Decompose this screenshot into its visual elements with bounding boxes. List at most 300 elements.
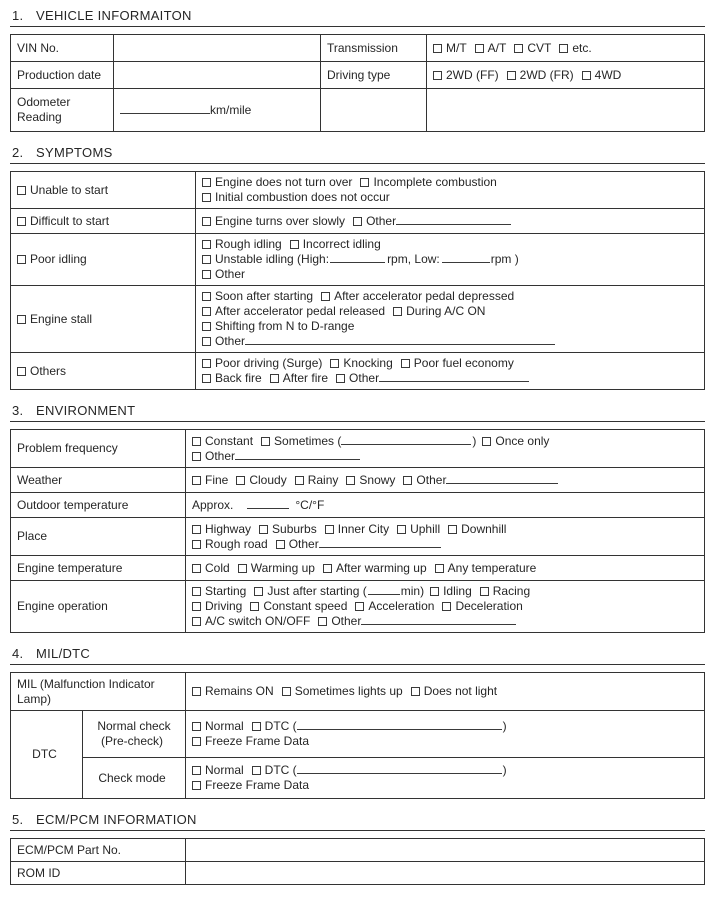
checkbox-icon[interactable] bbox=[259, 525, 268, 534]
checkbox-label: Shifting from N to D-range bbox=[215, 319, 355, 333]
checkbox-icon[interactable] bbox=[482, 437, 491, 446]
checkbox-option[interactable] bbox=[17, 214, 109, 229]
line bbox=[17, 866, 179, 881]
checkbox-option[interactable] bbox=[252, 719, 297, 734]
line bbox=[17, 529, 179, 544]
checkbox-option[interactable] bbox=[192, 434, 253, 449]
checkbox-option[interactable] bbox=[250, 599, 347, 614]
checkbox-icon[interactable] bbox=[202, 193, 211, 202]
checkbox-icon[interactable] bbox=[336, 374, 345, 383]
checkbox-icon[interactable] bbox=[393, 307, 402, 316]
checkbox-label: 4WD bbox=[594, 67, 622, 82]
static-text: °C/°F bbox=[295, 497, 325, 512]
checkbox-option[interactable] bbox=[318, 614, 361, 629]
blank-line[interactable] bbox=[446, 476, 558, 484]
line bbox=[192, 763, 698, 778]
table-row bbox=[11, 286, 705, 353]
checkbox-icon[interactable] bbox=[325, 525, 334, 534]
blank-line[interactable] bbox=[247, 501, 289, 509]
checkbox-option[interactable] bbox=[202, 304, 385, 319]
engine-operation-label bbox=[11, 581, 186, 633]
checkbox-option[interactable] bbox=[270, 371, 328, 386]
table-row bbox=[11, 234, 705, 286]
checkbox-option[interactable] bbox=[192, 599, 242, 614]
checkbox-option[interactable] bbox=[401, 356, 514, 371]
checkbox-icon[interactable] bbox=[252, 722, 261, 731]
line bbox=[202, 319, 698, 334]
checkbox-option[interactable] bbox=[202, 267, 245, 282]
checkbox-icon[interactable] bbox=[192, 722, 201, 731]
checkbox-option[interactable] bbox=[448, 522, 506, 537]
checkbox-option[interactable] bbox=[355, 599, 434, 614]
checkbox-icon[interactable] bbox=[192, 476, 201, 485]
checkbox-icon[interactable] bbox=[202, 337, 211, 346]
line bbox=[17, 214, 189, 229]
line bbox=[202, 175, 698, 190]
checkbox-option[interactable] bbox=[202, 371, 262, 386]
checkbox-option[interactable] bbox=[323, 561, 427, 576]
checkbox-option[interactable] bbox=[290, 237, 381, 252]
checkbox-icon[interactable] bbox=[202, 322, 211, 331]
checkbox-label: Driving bbox=[205, 599, 243, 613]
checkbox-icon[interactable] bbox=[202, 292, 211, 301]
odometer-empty-cell-2 bbox=[427, 89, 705, 132]
checkbox-label: Uphill bbox=[410, 521, 441, 536]
checkbox-label: Rough idling bbox=[215, 237, 282, 251]
checkbox-label: Unable to start bbox=[30, 182, 109, 197]
checkbox-label: 2WD (FF) bbox=[446, 67, 499, 82]
checkbox-icon[interactable] bbox=[17, 255, 26, 264]
line bbox=[202, 304, 698, 319]
checkbox-icon[interactable] bbox=[330, 359, 339, 368]
checkbox-icon[interactable] bbox=[442, 602, 451, 611]
checkbox-label: Other bbox=[215, 267, 246, 281]
line bbox=[202, 371, 698, 386]
mil-options bbox=[186, 673, 705, 711]
checkbox-icon[interactable] bbox=[276, 540, 285, 549]
line bbox=[433, 68, 698, 83]
checkbox-label: CVT bbox=[527, 40, 552, 55]
line bbox=[202, 267, 698, 282]
problem-frequency-options bbox=[186, 430, 705, 468]
checkbox-option[interactable] bbox=[192, 537, 268, 552]
checkbox-option[interactable] bbox=[202, 356, 322, 371]
section-title: MIL/DTC bbox=[36, 646, 91, 661]
checkbox-option[interactable] bbox=[17, 252, 87, 267]
checkbox-option[interactable] bbox=[507, 68, 574, 83]
checkbox-option[interactable] bbox=[17, 364, 66, 379]
checkbox-icon[interactable] bbox=[238, 564, 247, 573]
checkbox-icon[interactable] bbox=[192, 540, 201, 549]
line bbox=[192, 449, 698, 464]
checkbox-option[interactable] bbox=[238, 561, 315, 576]
checkbox-label: Soon after starting bbox=[215, 289, 314, 303]
static-text: Problem frequency bbox=[17, 441, 118, 455]
checkbox-label: Inner City bbox=[337, 521, 390, 536]
static-text: ROM ID bbox=[17, 865, 61, 880]
checkbox-option[interactable] bbox=[261, 434, 341, 449]
checkbox-option[interactable] bbox=[236, 473, 286, 488]
blank-line[interactable] bbox=[235, 452, 360, 460]
checkbox-icon[interactable] bbox=[270, 374, 279, 383]
checkbox-option[interactable] bbox=[192, 734, 309, 749]
static-text: Transmission bbox=[327, 40, 398, 55]
checkbox-option[interactable] bbox=[397, 522, 440, 537]
checkbox-icon[interactable] bbox=[290, 240, 299, 249]
line bbox=[192, 614, 698, 629]
checkbox-icon[interactable] bbox=[323, 564, 332, 573]
checkbox-label: Just after starting ( bbox=[267, 584, 367, 598]
section-heading bbox=[10, 810, 705, 831]
checkbox-label: Rough road bbox=[205, 536, 268, 551]
checkbox-option[interactable] bbox=[17, 183, 108, 198]
checkbox-option[interactable] bbox=[475, 41, 507, 56]
section-heading bbox=[10, 401, 705, 422]
checkbox-icon[interactable] bbox=[192, 687, 201, 696]
line bbox=[17, 183, 189, 198]
line bbox=[192, 584, 698, 599]
blank-line[interactable] bbox=[361, 617, 516, 625]
ecm-pcm-part-no-input[interactable] bbox=[186, 839, 705, 862]
checkbox-icon[interactable] bbox=[250, 602, 259, 611]
line bbox=[192, 684, 698, 699]
blank-line[interactable] bbox=[297, 766, 502, 774]
section-title: SYMPTOMS bbox=[36, 145, 113, 160]
checkbox-option[interactable] bbox=[442, 599, 522, 614]
static-text: ) bbox=[502, 763, 507, 777]
rom-id-input[interactable] bbox=[186, 862, 705, 885]
driving-type-options bbox=[427, 62, 705, 89]
checkbox-icon[interactable] bbox=[17, 217, 26, 226]
blank-line[interactable] bbox=[297, 722, 502, 730]
checkbox-icon[interactable] bbox=[261, 437, 270, 446]
checkbox-label: Racing bbox=[492, 584, 531, 598]
checkbox-icon[interactable] bbox=[480, 587, 489, 596]
checkbox-option[interactable] bbox=[192, 449, 235, 464]
checkbox-label: Cold bbox=[205, 560, 230, 575]
checkbox-icon[interactable] bbox=[192, 766, 201, 775]
section-ecm-pcm-information bbox=[10, 810, 705, 885]
line bbox=[17, 364, 189, 379]
checkbox-option[interactable] bbox=[202, 289, 313, 304]
blank-line[interactable] bbox=[120, 106, 210, 114]
checkbox-icon[interactable] bbox=[202, 255, 211, 264]
checkbox-option[interactable] bbox=[321, 289, 514, 304]
checkbox-label: During A/C ON bbox=[406, 304, 486, 318]
line bbox=[192, 599, 698, 614]
checkbox-icon[interactable] bbox=[514, 44, 523, 53]
checkbox-label: Remains ON bbox=[205, 684, 274, 698]
line bbox=[192, 734, 698, 749]
line bbox=[17, 95, 107, 125]
line bbox=[202, 252, 698, 267]
checkbox-option[interactable] bbox=[559, 41, 591, 56]
vin-no-input[interactable] bbox=[114, 35, 321, 62]
checkbox-label: DTC ( bbox=[264, 719, 297, 733]
section-title: VEHICLE INFORMAITON bbox=[36, 8, 192, 23]
rom-id-label bbox=[11, 862, 186, 885]
normal-check-options bbox=[186, 711, 705, 758]
checkbox-option[interactable] bbox=[433, 68, 499, 83]
checkbox-option[interactable] bbox=[480, 584, 530, 599]
line bbox=[202, 214, 698, 229]
line bbox=[120, 103, 314, 118]
checkbox-icon[interactable] bbox=[346, 476, 355, 485]
checkbox-label: Warming up bbox=[250, 560, 315, 575]
blank-line[interactable] bbox=[379, 374, 529, 382]
checkbox-icon[interactable] bbox=[318, 617, 327, 626]
checkbox-icon[interactable] bbox=[202, 270, 211, 279]
section-heading bbox=[10, 143, 705, 164]
checkbox-icon[interactable] bbox=[202, 374, 211, 383]
static-text: km/mile bbox=[210, 102, 252, 117]
checkbox-icon[interactable] bbox=[559, 44, 568, 53]
checkbox-icon[interactable] bbox=[448, 525, 457, 534]
checkbox-icon[interactable] bbox=[355, 602, 364, 611]
checkbox-label: Unstable idling (High: bbox=[215, 252, 330, 266]
section-heading bbox=[10, 644, 705, 665]
checkbox-option[interactable] bbox=[276, 537, 319, 552]
checkbox-icon[interactable] bbox=[252, 766, 261, 775]
checkbox-option[interactable] bbox=[353, 214, 396, 229]
checkbox-icon[interactable] bbox=[254, 587, 263, 596]
static-text: Check mode bbox=[98, 770, 166, 785]
section-number: 3. bbox=[12, 403, 24, 418]
checkbox-label: After accelerator pedal released bbox=[215, 304, 386, 318]
blank-line[interactable] bbox=[368, 587, 400, 595]
checkbox-icon[interactable] bbox=[192, 781, 201, 790]
checkbox-option[interactable] bbox=[202, 237, 282, 252]
ecm-pcm-part-no-label bbox=[11, 839, 186, 862]
checkbox-icon[interactable] bbox=[192, 525, 201, 534]
checkbox-option[interactable] bbox=[430, 584, 472, 599]
checkbox-icon[interactable] bbox=[192, 564, 201, 573]
static-text: rpm, Low: bbox=[387, 252, 440, 266]
odometer-empty-cell-1 bbox=[321, 89, 427, 132]
checkbox-icon[interactable] bbox=[192, 602, 201, 611]
dtc-label bbox=[11, 711, 83, 799]
engine-temperature-options bbox=[186, 556, 705, 581]
checkbox-icon[interactable] bbox=[17, 186, 26, 195]
checkbox-option[interactable] bbox=[282, 684, 403, 699]
checkbox-icon[interactable] bbox=[360, 178, 369, 187]
checkbox-label: Sometimes ( bbox=[274, 433, 342, 448]
normal-check-label bbox=[83, 711, 186, 758]
checkbox-option[interactable] bbox=[192, 719, 244, 734]
checkbox-icon[interactable] bbox=[202, 240, 211, 249]
checkbox-icon[interactable] bbox=[295, 476, 304, 485]
section-title: ECM/PCM INFORMATION bbox=[36, 812, 197, 827]
table-row bbox=[11, 172, 705, 209]
checkbox-option[interactable] bbox=[433, 41, 467, 56]
checkbox-option[interactable] bbox=[325, 522, 389, 537]
checkbox-label: Others bbox=[30, 363, 67, 378]
checkbox-option[interactable] bbox=[330, 356, 392, 371]
checkbox-icon[interactable] bbox=[430, 587, 439, 596]
checkbox-option[interactable] bbox=[482, 434, 549, 449]
checkbox-option[interactable] bbox=[403, 473, 446, 488]
blank-line[interactable] bbox=[442, 255, 490, 263]
checkbox-label: Poor fuel economy bbox=[413, 356, 514, 370]
checkbox-option[interactable] bbox=[202, 252, 329, 267]
checkbox-label: Starting bbox=[205, 584, 247, 598]
static-text: Weather bbox=[17, 472, 63, 487]
section-number: 2. bbox=[12, 145, 24, 160]
checkbox-icon[interactable] bbox=[282, 687, 291, 696]
static-text: Production date bbox=[17, 67, 102, 82]
checkbox-label: Other bbox=[349, 371, 380, 385]
checkbox-label: Incorrect idling bbox=[302, 237, 381, 251]
checkbox-option[interactable] bbox=[17, 312, 92, 327]
table-row bbox=[11, 556, 705, 581]
checkbox-label: Normal bbox=[205, 719, 244, 733]
checkbox-label: Highway bbox=[205, 521, 252, 536]
table-row bbox=[11, 62, 705, 89]
static-text: ECM/PCM Part No. bbox=[17, 842, 122, 857]
checkbox-option[interactable] bbox=[192, 522, 251, 537]
checkbox-label: Other bbox=[366, 213, 397, 228]
checkbox-label: After fire bbox=[282, 371, 329, 385]
checkbox-label: Acceleration bbox=[368, 599, 435, 613]
production-date-label bbox=[11, 62, 114, 89]
checkbox-label: Poor idling bbox=[30, 252, 87, 266]
checkbox-label: Fine bbox=[205, 472, 229, 487]
unable-to-start-details bbox=[196, 172, 705, 209]
checkbox-icon[interactable] bbox=[192, 587, 201, 596]
checkbox-icon[interactable] bbox=[192, 437, 201, 446]
others-details bbox=[196, 353, 705, 390]
checkbox-label: Initial combustion does not occur bbox=[215, 190, 390, 204]
checkbox-label: etc. bbox=[572, 40, 592, 55]
checkbox-icon[interactable] bbox=[403, 476, 412, 485]
checkbox-icon[interactable] bbox=[397, 525, 406, 534]
checkbox-label: Idling bbox=[443, 584, 472, 598]
checkbox-option[interactable] bbox=[252, 763, 297, 778]
checkbox-option[interactable] bbox=[202, 334, 245, 349]
checkbox-option[interactable] bbox=[435, 561, 537, 576]
checkbox-option[interactable] bbox=[202, 319, 354, 334]
mil-dtc-table bbox=[10, 672, 705, 799]
line bbox=[192, 778, 698, 793]
line bbox=[17, 561, 179, 576]
checkbox-option[interactable] bbox=[202, 190, 390, 205]
checkbox-option[interactable] bbox=[582, 68, 622, 83]
checkbox-icon[interactable] bbox=[17, 315, 26, 324]
checkbox-option[interactable] bbox=[192, 684, 274, 699]
checkbox-icon[interactable] bbox=[353, 217, 362, 226]
checkbox-icon[interactable] bbox=[192, 617, 201, 626]
checkbox-icon[interactable] bbox=[401, 359, 410, 368]
checkbox-label: Once only bbox=[495, 433, 550, 448]
checkbox-icon[interactable] bbox=[192, 452, 201, 461]
line bbox=[192, 561, 698, 576]
checkbox-option[interactable] bbox=[192, 584, 246, 599]
checkbox-option[interactable] bbox=[192, 561, 230, 576]
checkbox-label: A/C switch ON/OFF bbox=[205, 614, 311, 628]
checkbox-label: Difficult to start bbox=[30, 213, 110, 228]
table-row bbox=[11, 468, 705, 493]
line bbox=[202, 334, 698, 349]
checkbox-label: Other bbox=[416, 472, 447, 487]
checkbox-label: Any temperature bbox=[447, 560, 537, 575]
checkbox-icon[interactable] bbox=[411, 687, 420, 696]
static-text: Odometer Reading bbox=[17, 95, 71, 124]
checkbox-option[interactable] bbox=[360, 175, 496, 190]
checkbox-icon[interactable] bbox=[192, 737, 201, 746]
checkbox-option[interactable] bbox=[202, 175, 352, 190]
checkbox-option[interactable] bbox=[192, 778, 309, 793]
line bbox=[192, 522, 698, 537]
blank-line[interactable] bbox=[330, 255, 385, 263]
checkbox-icon[interactable] bbox=[433, 71, 442, 80]
checkbox-option[interactable] bbox=[411, 684, 497, 699]
section-number: 1. bbox=[12, 8, 24, 23]
checkbox-option[interactable] bbox=[346, 473, 395, 488]
checkbox-option[interactable] bbox=[514, 41, 551, 56]
odometer-input[interactable] bbox=[114, 89, 321, 132]
checkbox-option[interactable] bbox=[192, 763, 244, 778]
checkbox-icon[interactable] bbox=[202, 217, 211, 226]
checkbox-label: Snowy bbox=[359, 472, 396, 487]
section-number: 5. bbox=[12, 812, 24, 827]
checkbox-option[interactable] bbox=[295, 473, 339, 488]
checkbox-icon[interactable] bbox=[17, 367, 26, 376]
section-heading bbox=[10, 6, 705, 27]
checkbox-icon[interactable] bbox=[202, 359, 211, 368]
static-text: Engine temperature bbox=[17, 560, 123, 575]
checkbox-label: Constant speed bbox=[263, 599, 348, 613]
static-text: min) bbox=[400, 584, 425, 598]
table-row bbox=[11, 673, 705, 711]
checkbox-icon[interactable] bbox=[202, 307, 211, 316]
checkbox-icon[interactable] bbox=[435, 564, 444, 573]
checkbox-icon[interactable] bbox=[321, 292, 330, 301]
odometer-label bbox=[11, 89, 114, 132]
checkbox-label: Cloudy bbox=[249, 472, 287, 487]
line bbox=[192, 537, 698, 552]
production-date-input[interactable] bbox=[114, 62, 321, 89]
static-text: Driving type bbox=[327, 67, 391, 82]
checkbox-icon[interactable] bbox=[475, 44, 484, 53]
blank-line[interactable] bbox=[245, 337, 555, 345]
checkbox-label: Deceleration bbox=[455, 599, 523, 613]
checkbox-option[interactable] bbox=[259, 522, 317, 537]
checkbox-label: Other bbox=[331, 614, 362, 628]
blank-line[interactable] bbox=[319, 540, 441, 548]
checkbox-option[interactable] bbox=[192, 614, 310, 629]
checkbox-label: Engine turns over slowly bbox=[215, 213, 346, 228]
checkbox-label: M/T bbox=[446, 40, 467, 55]
checkbox-option[interactable] bbox=[254, 584, 366, 599]
checkbox-icon[interactable] bbox=[236, 476, 245, 485]
checkbox-option[interactable] bbox=[202, 214, 345, 229]
checkbox-option[interactable] bbox=[336, 371, 379, 386]
checkbox-label: Incomplete combustion bbox=[373, 175, 497, 189]
line bbox=[17, 747, 76, 762]
checkbox-option[interactable] bbox=[192, 473, 228, 488]
checkbox-option[interactable] bbox=[393, 304, 485, 319]
checkbox-icon[interactable] bbox=[433, 44, 442, 53]
checkbox-icon[interactable] bbox=[582, 71, 591, 80]
checkbox-icon[interactable] bbox=[507, 71, 516, 80]
checkbox-label: Downhill bbox=[461, 521, 507, 536]
table-row bbox=[11, 430, 705, 468]
blank-line[interactable] bbox=[396, 217, 511, 225]
checkbox-icon[interactable] bbox=[202, 178, 211, 187]
blank-line[interactable] bbox=[341, 437, 471, 445]
mil-label bbox=[11, 673, 186, 711]
static-text: ) bbox=[472, 433, 477, 448]
